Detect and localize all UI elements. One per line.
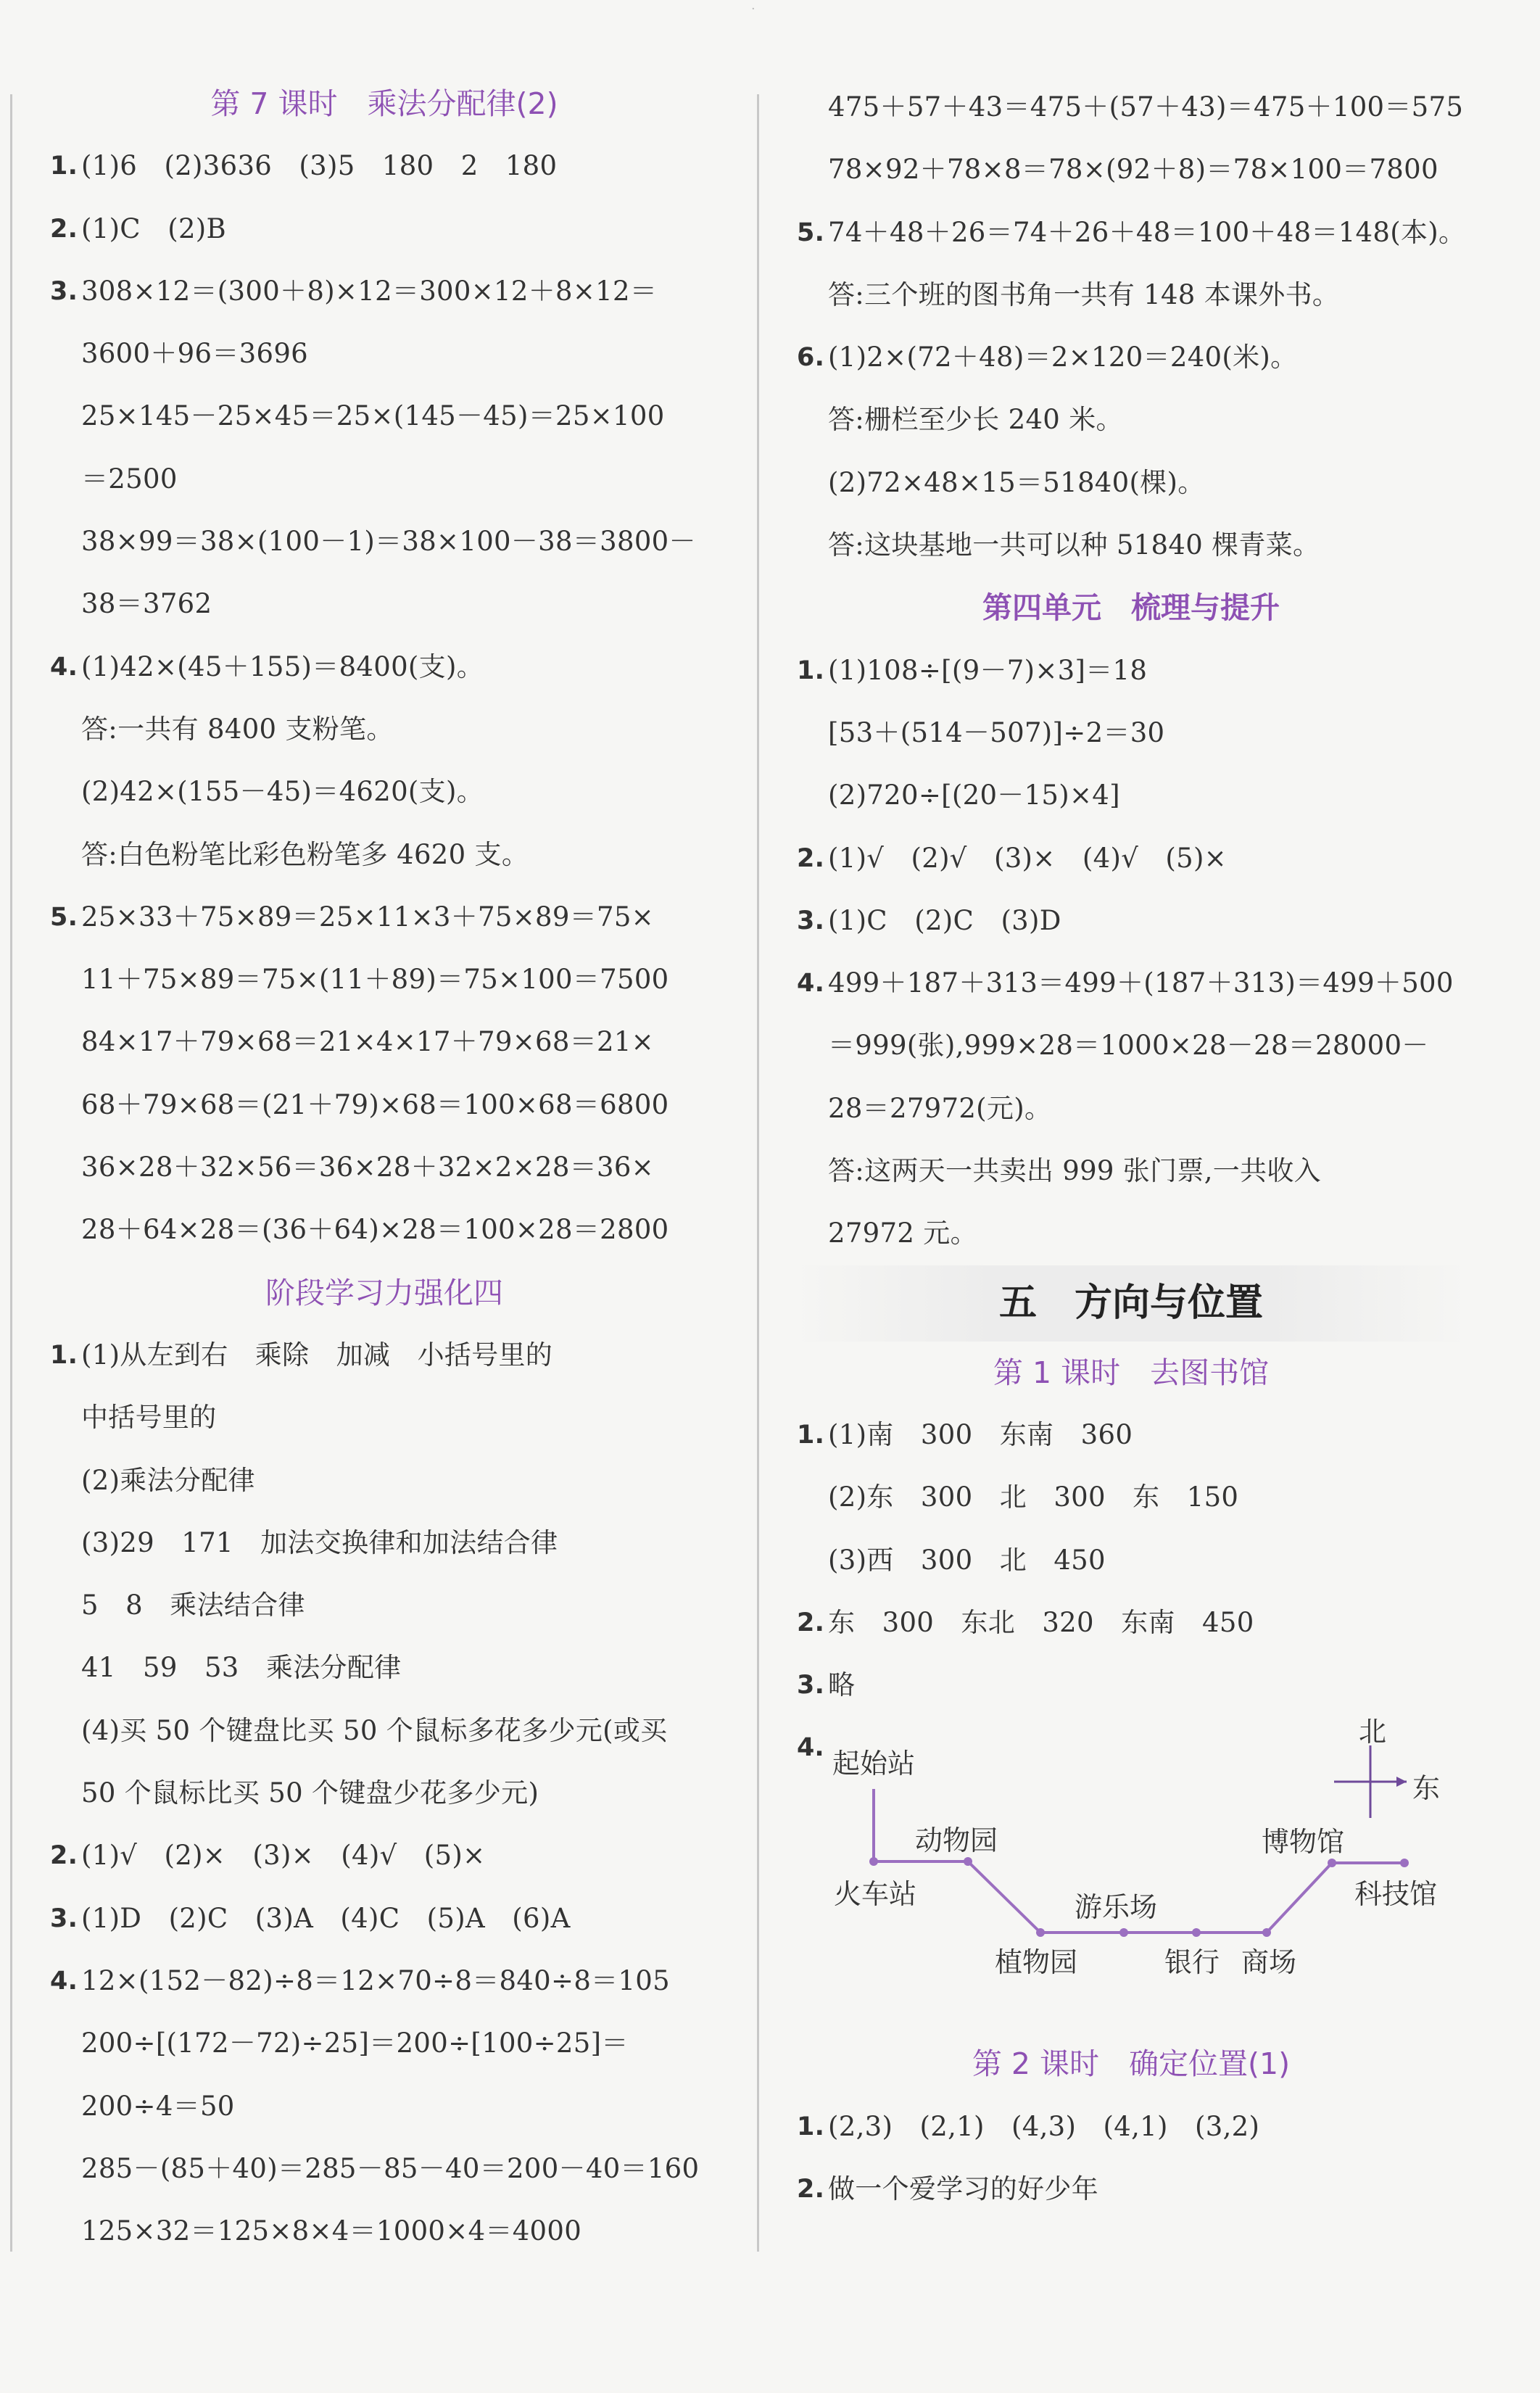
lesson-2-heading: 第 2 课时 确定位置(1) [972, 2046, 1291, 2082]
answer-text: 东 300 东北 320 东南 450 [828, 1606, 1254, 1638]
answer-line: (3)29 171 加法交换律和加法结合律 [81, 1526, 558, 1558]
answer-line [790, 827, 1472, 890]
answer-line: 28＝27972(元)。 [828, 1092, 1052, 1124]
answer-line: 11＋75×89＝75×(11＋89)＝75×100＝7500 [81, 964, 669, 996]
answer-line [44, 886, 725, 948]
answer-line [790, 1654, 1472, 1716]
answer-line: 5 8 乘法结合律 [81, 1590, 305, 1621]
answer-line [790, 2158, 1472, 2220]
answer-text: 499＋187＋313＝499＋(187＋313)＝499＋500 [828, 967, 1454, 999]
answer-line: 3600＋96＝3696 [81, 338, 309, 370]
answer-line [790, 202, 1472, 264]
answer-line: 答:白色粉笔比彩色粉笔多 4620 支。 [81, 838, 529, 870]
compass-icon [1334, 1745, 1407, 1818]
question-number: 3. [50, 276, 78, 306]
answer-line: 68＋79×68＝(21＋79)×68＝100×68＝6800 [81, 1088, 669, 1120]
botanical-garden-label: 植物园 [995, 1946, 1078, 1979]
answer-line [790, 952, 1472, 1014]
question-number: 3. [797, 906, 825, 935]
right-column [790, 76, 1472, 2220]
answer-text: 做一个爱学习的好少年 [828, 2173, 1098, 2205]
answer-text: (1)D (2)C (3)A (4)C (5)A (6)A [81, 1902, 571, 1934]
answer-line [790, 1592, 1472, 1654]
question-number: 3. [50, 1904, 78, 1933]
train-station-label: 火车站 [834, 1878, 917, 1911]
question-number: 6. [797, 343, 825, 373]
answer-text: (1)南 300 东南 360 [828, 1418, 1133, 1450]
answer-line: 答:一共有 8400 支粉笔。 [81, 713, 394, 745]
answer-line: 38×99＝38×(100－1)＝38×100－38＝3800－ [81, 526, 696, 558]
answer-line [44, 135, 725, 197]
answer-line: 36×28＋32×56＝36×28＋32×2×28＝36× [81, 1152, 654, 1183]
question-number: 2. [50, 1841, 78, 1871]
answer-line: (2)72×48×15＝51840(棵)。 [828, 466, 1205, 498]
answer-line: (2)东 300 北 300 东 150 [828, 1481, 1239, 1513]
stop-dot [1328, 1859, 1336, 1867]
answer-text: (1)√ (2)√ (3)× (4)√ (5)× [828, 842, 1227, 874]
unit-4-heading: 第四单元 梳理与提升 [982, 590, 1280, 626]
east-label: 东 [1412, 1772, 1441, 1805]
answer-line: 答:这块基地一共可以种 51840 棵青菜。 [828, 529, 1320, 561]
answer-text: (1)6 (2)3636 (3)5 180 2 180 [81, 150, 558, 182]
answer-line [44, 636, 725, 698]
answer-text: (1)√ (2)× (3)× (4)√ (5)× [81, 1840, 486, 1872]
lesson-7-heading: 第 7 课时 乘法分配律(2) [210, 86, 558, 121]
answer-line: (2)720÷[(20－15)×4] [828, 780, 1120, 811]
answer-text: (1)从左到右 乘除 加减 小括号里的 [81, 1339, 553, 1371]
stop-dot [869, 1857, 878, 1866]
scan-mark: · [751, 1, 755, 17]
answer-line: 84×17＋79×68＝21×4×17＋79×68＝21× [81, 1026, 654, 1058]
answer-text: 25×33＋75×89＝25×11×3＋75×89＝75× [81, 901, 654, 933]
answer-line: 答:三个班的图书角一共有 148 本课外书。 [828, 278, 1340, 310]
stop-dot [1192, 1928, 1201, 1937]
answer-line [790, 2096, 1472, 2158]
north-label: 北 [1359, 1716, 1387, 1748]
answer-line: 200÷4＝50 [81, 2090, 235, 2122]
answer-line [44, 260, 725, 323]
question-number: 2. [797, 843, 825, 873]
answer-text: (1)C (2)C (3)D [828, 904, 1061, 936]
answer-line: 28＋64×28＝(36＋64)×28＝100×28＝2800 [81, 1214, 669, 1246]
answer-line: 285－(85＋40)＝285－85－40＝200－40＝160 [81, 2152, 700, 2184]
answer-line: 25×145－25×45＝25×(145－45)＝25×100 [81, 400, 665, 432]
answer-line: 答:这两天一共卖出 999 张门票,一共收入 [828, 1155, 1321, 1187]
question-number: 2. [797, 2175, 825, 2204]
answer-line: 41 59 53 乘法分配律 [81, 1652, 402, 1684]
column-divider [757, 94, 759, 2252]
answer-text: (1)C (2)B [81, 212, 227, 244]
answer-line [790, 640, 1472, 702]
answer-line: 78×92＋78×8＝78×(92＋8)＝78×100＝7800 [828, 154, 1438, 186]
stop-dot [1036, 1928, 1045, 1937]
museum-label: 博物馆 [1262, 1826, 1345, 1859]
start-station-label: 起始站 [832, 1748, 916, 1780]
stage-4-heading: 阶段学习力强化四 [265, 1275, 503, 1310]
answer-line: 答:栅栏至少长 240 米。 [828, 404, 1123, 436]
bank-label: 银行 [1164, 1946, 1220, 1979]
answer-line: (3)西 300 北 450 [828, 1544, 1106, 1576]
answer-line: 27972 元。 [828, 1218, 977, 1249]
question-number: 4. [50, 1966, 78, 1996]
answer-line [44, 1824, 725, 1887]
question-number: 1. [797, 1420, 825, 1450]
answer-text: 74＋48＋26＝74＋26＋48＝100＋48＝148(本)。 [828, 216, 1466, 248]
answer-line: (2)乘法分配律 [81, 1464, 255, 1496]
question-number: 1. [797, 656, 825, 685]
answer-text: 略 [828, 1669, 856, 1701]
stop-dot [1400, 1859, 1409, 1867]
answer-line: 125×32＝125×8×4＝1000×4＝4000 [81, 2215, 582, 2247]
answer-line: 中括号里的 [81, 1402, 217, 1434]
answer-text: (2,3) (2,1) (4,3) (4,1) (3,2) [828, 2110, 1260, 2142]
answer-line [44, 1324, 725, 1386]
answer-line: 200÷[(172－72)÷25]＝200÷[100÷25]＝ [81, 2028, 629, 2059]
left-column [44, 73, 725, 2262]
question-number: 5. [50, 902, 78, 932]
answer-line [790, 890, 1472, 952]
answer-line [44, 1888, 725, 1950]
answer-line: ＝2500 [81, 463, 178, 495]
answer-text: (1)108÷[(9－7)×3]＝18 [828, 654, 1148, 686]
question-number: 5. [797, 218, 825, 247]
answer-text: (1)2×(72＋48)＝2×120＝240(米)。 [828, 342, 1298, 373]
answer-line [44, 1950, 725, 2012]
answer-text: (1)42×(45＋155)＝8400(支)。 [81, 650, 484, 682]
question-number: 1. [50, 1340, 78, 1370]
answer-line: (4)买 50 个键盘比买 50 个鼠标多花多少元(或买 [81, 1714, 668, 1746]
chapter-5-title: 五 方向与位置 [790, 1265, 1472, 1342]
answer-line: 475＋57＋43＝475＋(57＋43)＝475＋100＝575 [828, 91, 1464, 123]
science-museum-label: 科技馆 [1354, 1878, 1438, 1911]
answer-line: ＝999(张),999×28＝1000×28－28＝28000－ [828, 1030, 1429, 1062]
question-number: 2. [797, 1608, 825, 1637]
left-margin-rule [10, 94, 12, 2252]
answer-line: 38＝3762 [81, 588, 212, 620]
answer-line: [53＋(514－507)]÷2＝30 [828, 716, 1165, 748]
lesson-1-heading: 第 1 课时 去图书馆 [993, 1355, 1270, 1390]
answer-line: 50 个鼠标比买 50 个键盘少花多少元) [81, 1777, 539, 1809]
question-number: 2. [50, 214, 78, 244]
answer-line: (2)42×(155－45)＝4620(支)。 [81, 776, 484, 808]
question-number: 1. [50, 152, 78, 181]
route-map [790, 1716, 1472, 2123]
mall-label: 商场 [1241, 1946, 1297, 1979]
answer-text: 12×(152－82)÷8＝12×70÷8＝840÷8＝105 [81, 1964, 670, 1996]
answer-text: 308×12＝(300＋8)×12＝300×12＋8×12＝ [81, 275, 658, 307]
question-number: 4. [797, 969, 825, 999]
question-number: 4. [797, 1733, 824, 1763]
stop-dot [1119, 1928, 1128, 1937]
question-number: 3. [797, 1671, 825, 1700]
question-number: 1. [797, 2112, 825, 2141]
stop-dot [964, 1857, 972, 1866]
amusement-park-label: 游乐场 [1075, 1891, 1158, 1924]
answer-line [44, 198, 725, 260]
answer-line [790, 326, 1472, 389]
question-number: 4. [50, 652, 78, 682]
zoo-label: 动物园 [915, 1824, 998, 1857]
answer-line [790, 1404, 1472, 1466]
stop-dot [1262, 1928, 1271, 1937]
